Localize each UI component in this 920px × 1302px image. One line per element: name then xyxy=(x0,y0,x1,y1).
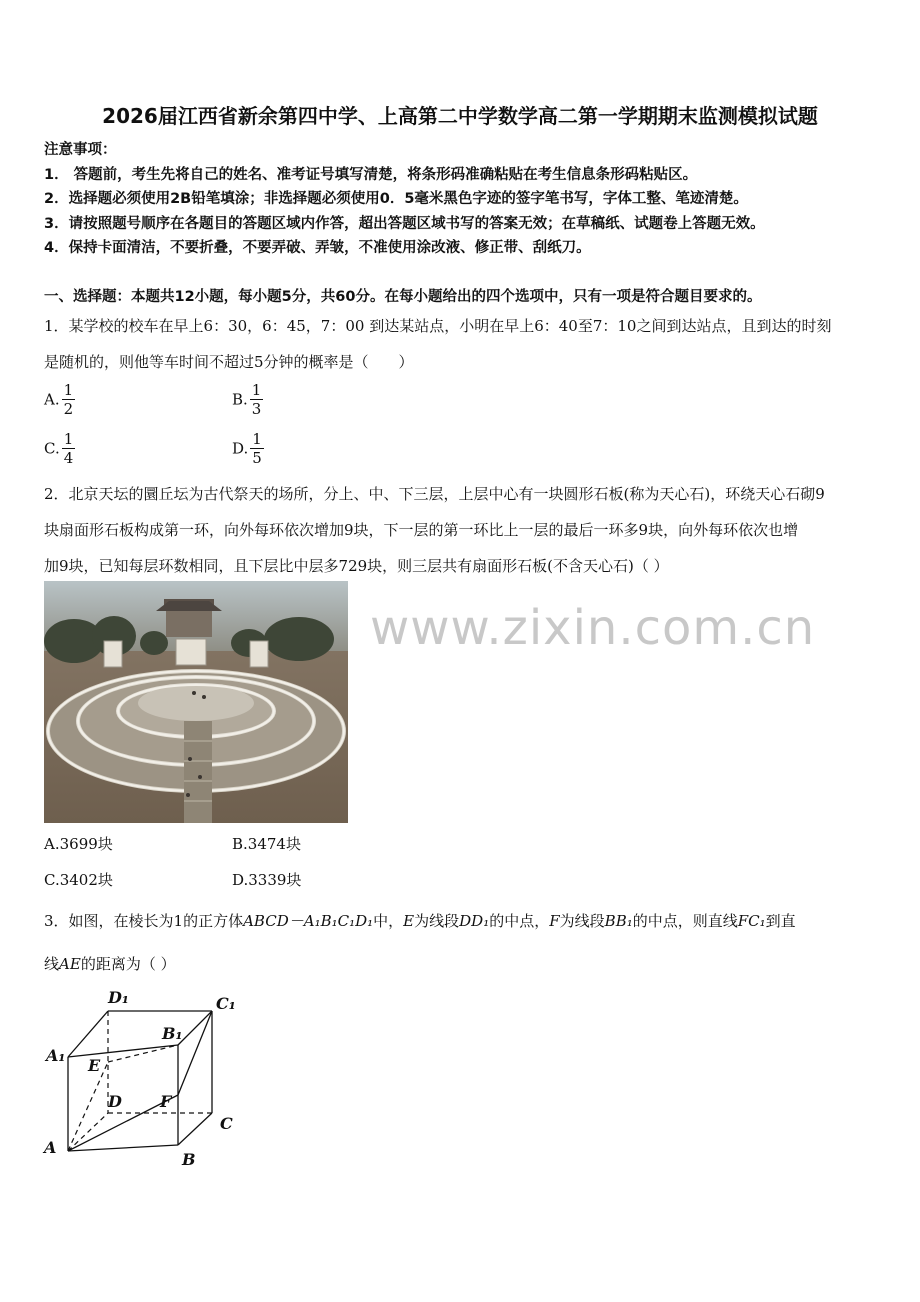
option-label: A. xyxy=(44,390,60,409)
edge-b1c1 xyxy=(178,1011,212,1045)
cube-diagram xyxy=(40,985,240,1170)
numerator: 1 xyxy=(63,430,74,448)
fraction xyxy=(62,430,76,467)
q2-option-d: D.3339块 xyxy=(232,871,302,889)
page-title: 2026届江西省新余第四中学、上高第二中学数学高二第一学期期末监测模拟试题 xyxy=(102,104,818,128)
label-b1: B₁ xyxy=(162,1024,183,1043)
edge-a1d1 xyxy=(68,1011,108,1057)
math-point-f: F xyxy=(549,912,560,930)
q3-text-line2 xyxy=(44,953,176,974)
section-heading: 一、选择题：本题共12小题，每小题5分，共60分。在每小题给出的四个选项中，只有一项是符合题目要求的。 xyxy=(44,289,762,305)
q2-text-line1: 2．北京天坛的圜丘坛为古代祭天的场所，分上、中、下三层，上层中心有一块圆形石板(称为天心石)，环绕天心石砌9 xyxy=(44,485,825,503)
option-label: B. xyxy=(232,390,248,409)
label-a: A xyxy=(44,1138,57,1157)
notice-item-1: 1． 答题前，考生先将自己的姓名、准考证号填写清楚，将条形码准确粘贴在考生信息条形码粘贴区。 xyxy=(44,167,698,183)
denominator: 3 xyxy=(251,400,262,418)
edge-ab xyxy=(68,1145,178,1151)
math-segment-bb1: BB₁ xyxy=(604,912,633,930)
text-fragment: 为线段 xyxy=(559,912,605,930)
numerator: 1 xyxy=(63,381,74,399)
edge-a1b1 xyxy=(68,1045,178,1057)
denominator: 2 xyxy=(63,400,74,418)
label-c: C xyxy=(220,1114,233,1133)
q2-option-a: A.3699块 xyxy=(44,835,113,853)
q2-text-line2: 块扇面形石板构成第一环，向外每环依次增加9块，下一层的第一环比上一层的最后一环多9块，向外每环依次也增 xyxy=(44,521,799,539)
fraction xyxy=(250,430,264,467)
option-label: D. xyxy=(232,439,249,458)
option-label: C. xyxy=(44,439,60,458)
text-fragment: 中， xyxy=(373,912,404,930)
notice-item-3: 3．请按照题号顺序在各题目的答题区域内作答，超出答题区域书写的答案无效；在草稿纸、试题卷上答题无效。 xyxy=(44,216,765,232)
math-point-e: E xyxy=(403,912,415,930)
q1-text-line1: 1．某学校的校车在早上6：30，6：45，7：00 到达某站点，小明在早上6：40至7：10之间到达站点，且到达的时刻 xyxy=(44,317,832,335)
q1-option-a xyxy=(44,381,75,418)
text-fragment: 为线段 xyxy=(414,912,460,930)
math-segment-dd1: DD₁ xyxy=(459,912,490,930)
text-fragment: 的中点， xyxy=(489,912,550,930)
text-fragment: 的中点，则直线 xyxy=(632,912,738,930)
denominator: 5 xyxy=(252,449,262,467)
line-ae-hidden xyxy=(68,1062,108,1151)
label-e: E xyxy=(88,1056,101,1075)
text-fragment: 的距离为（ ） xyxy=(80,955,176,973)
label-d: D xyxy=(108,1092,122,1111)
q1-text-line2: 是随机的，则他等车时间不超过5分钟的概率是（ ） xyxy=(44,353,414,371)
math-line-fc1: FC₁ xyxy=(737,912,766,930)
numerator: 1 xyxy=(251,381,262,399)
math-line-ae: AE xyxy=(59,955,81,973)
line-fc1 xyxy=(178,1011,212,1095)
fraction xyxy=(62,381,76,418)
q2-option-b: B.3474块 xyxy=(232,835,301,853)
q2-option-c: C.3402块 xyxy=(44,871,113,889)
label-d1: D₁ xyxy=(108,988,129,1007)
label-b: B xyxy=(182,1150,196,1169)
notice-item-2: 2．选择题必须使用2B铅笔填涂；非选择题必须使用0．5毫米黑色字迹的签字笔书写，字体工整、笔迹清楚。 xyxy=(44,191,748,207)
notice-heading: 注意事项： xyxy=(44,142,117,158)
q1-option-c xyxy=(44,430,75,467)
line-eb1-hidden xyxy=(108,1045,178,1062)
numerator: 1 xyxy=(252,430,262,448)
q2-text-line3: 加9块，已知每层环数相同，且下层比中层多729块，则三层共有扇面形石板(不含天心石)（ ） xyxy=(44,557,669,575)
watermark: www.zixin.com.cn xyxy=(370,600,816,656)
label-f: F xyxy=(160,1092,172,1111)
math-solid: ABCD－A₁B₁C₁D₁ xyxy=(243,912,374,930)
text-fragment: 线 xyxy=(44,955,60,973)
denominator: 4 xyxy=(63,449,74,467)
label-a1: A₁ xyxy=(46,1046,66,1065)
edge-ad-hidden xyxy=(68,1113,108,1151)
notice-item-4: 4．保持卡面清洁，不要折叠，不要弄破、弄皱，不准使用涂改液、修正带、刮纸刀。 xyxy=(44,240,591,256)
q3-text-line1 xyxy=(44,910,796,931)
text-fragment: 到直 xyxy=(765,912,796,930)
label-c1: C₁ xyxy=(216,994,236,1013)
temple-of-heaven-photo xyxy=(44,581,348,823)
edge-bc xyxy=(178,1113,212,1145)
q1-option-d xyxy=(232,430,264,467)
fraction xyxy=(250,381,264,418)
q1-option-b xyxy=(232,381,263,418)
text-fragment: 3．如图，在棱长为1的正方体 xyxy=(44,912,244,930)
